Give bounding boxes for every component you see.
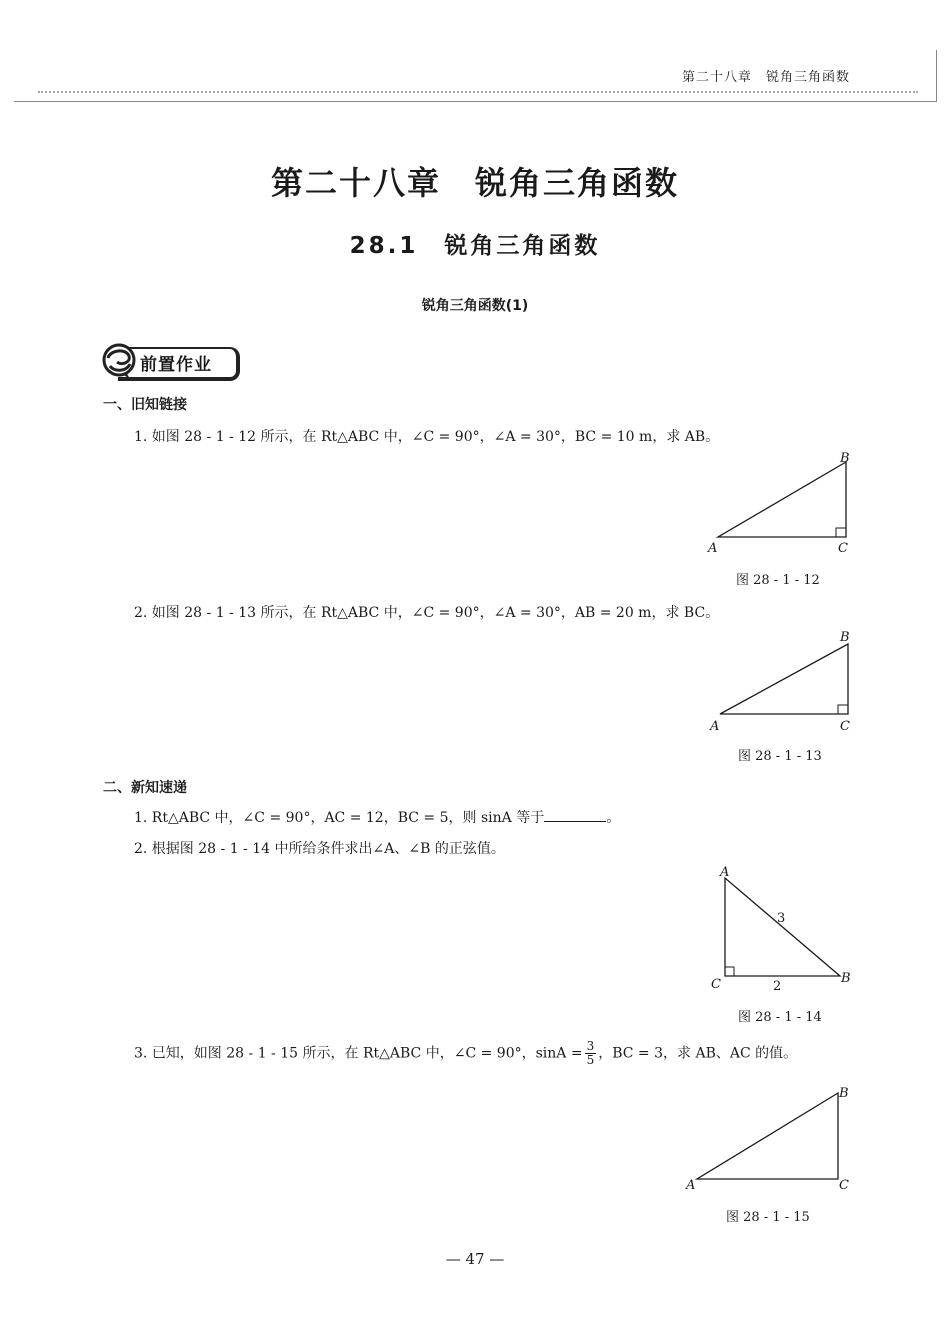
vertex-label-b: B [841,971,851,986]
vertex-label-a: A [686,1178,696,1193]
hypotenuse-length-label: 3 [777,911,786,926]
figure-caption: 图 28 - 1 - 12 [736,573,820,588]
vertex-label-a: A [708,541,718,556]
part1-question-2: 2. 如图 28 - 1 - 13 所示，在 Rt△ABC 中，∠C = 90°，∠A = 30°，AB = 20 m，求 BC。 [134,605,720,621]
part2-heading: 二、新知速递 [103,780,187,796]
figure-28-1-14 [700,862,860,992]
section-title: 28.1 锐角三角函数 [349,233,601,259]
vertex-label-c: C [840,719,850,734]
question-3-end: ，BC = 3，求 AB、AC 的值。 [598,1045,798,1062]
question-1-text: 1. Rt△ABC 中，∠C = 90°，AC = 12，BC = 5，则 sinA 等于 [134,810,545,826]
fraction-denominator: 5 [586,1053,595,1067]
fraction-three-fifths [585,1040,597,1067]
question-3-text: 3. 已知，如图 28 - 1 - 15 所示，在 Rt△ABC 中，∠C = 90°，sinA = [134,1045,583,1062]
base-length-label: 2 [773,979,782,992]
part2-question-3 [134,1040,797,1067]
figure-28-1-15 [680,1082,855,1197]
triangle-abc [697,1093,838,1179]
right-angle-mark [725,967,734,976]
right-angle-mark [836,528,846,537]
vertex-label-b: B [839,1086,849,1101]
triangle-abc [718,462,846,537]
triangle-abc [725,878,840,976]
question-1-end: 。 [606,810,621,826]
part1-heading: 一、旧知链接 [103,397,187,413]
vertex-label-c: C [838,541,848,556]
figure-28-1-12 [700,448,870,563]
lesson-title: 锐角三角函数(1) [421,298,529,314]
vertex-label-b: B [840,630,850,645]
header-frame-bottom-rule [14,101,936,102]
part2-question-2: 2. 根据图 28 - 1 - 14 中所给条件求出∠A、∠B 的正弦值。 [134,841,505,857]
header-dotted-rule [38,91,918,93]
answer-blank[interactable] [544,809,606,822]
vertex-label-b: B [840,451,850,466]
swirl-logo-icon [100,342,140,382]
vertex-label-c: C [711,977,721,992]
right-angle-mark [838,705,848,714]
figure-caption: 图 28 - 1 - 14 [738,1010,822,1025]
preview-homework-badge [100,342,245,382]
figure-28-1-13 [700,625,870,740]
page-number: — 47 — [445,1250,505,1268]
part2-question-1 [134,807,620,827]
triangle-abc [720,644,848,714]
chapter-title: 第二十八章 锐角三角函数 [270,164,679,202]
header-frame-right-rule [936,50,937,102]
running-header: 第二十八章 锐角三角函数 [681,70,850,85]
badge-label: 前置作业 [140,355,212,375]
vertex-label-a: A [720,865,730,880]
part1-question-1: 1. 如图 28 - 1 - 12 所示，在 Rt△ABC 中，∠C = 90°，∠A = 30°，BC = 10 m，求 AB。 [134,429,720,445]
fraction-numerator: 3 [586,1039,595,1053]
figure-caption: 图 28 - 1 - 13 [738,749,822,764]
vertex-label-c: C [839,1178,849,1193]
figure-caption: 图 28 - 1 - 15 [726,1210,810,1225]
vertex-label-a: A [710,719,720,734]
